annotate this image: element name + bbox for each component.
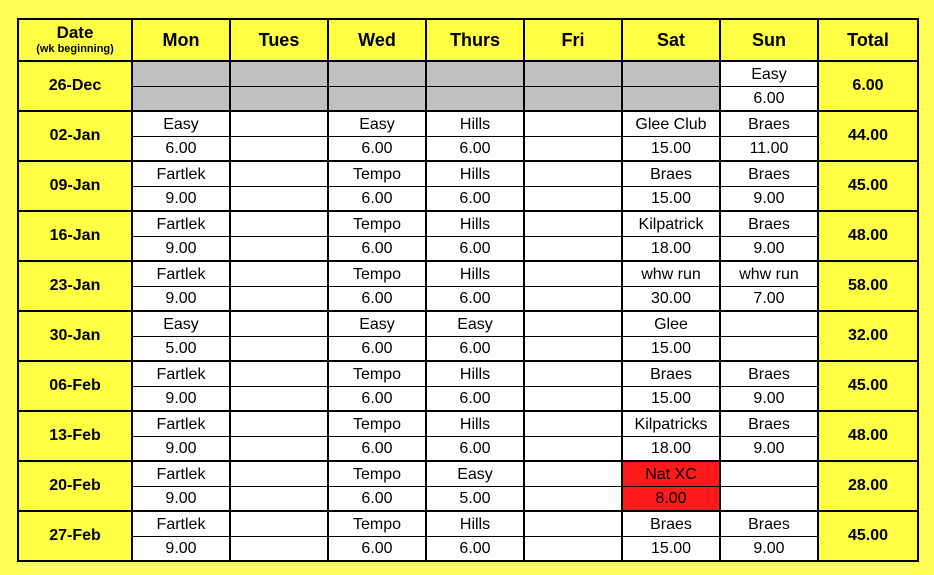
day-cell-wed[interactable] <box>328 461 426 511</box>
session-distance: 6.00 <box>459 339 491 357</box>
week-date: 23-Jan <box>18 261 132 311</box>
day-cell-sat[interactable] <box>622 461 720 511</box>
session-distance: 6.00 <box>361 289 393 307</box>
session-distance: 9.00 <box>165 539 197 557</box>
day-cell-sat[interactable] <box>622 261 720 311</box>
week-row <box>18 511 918 561</box>
day-cell-wed[interactable] <box>328 111 426 161</box>
session-type <box>231 463 327 487</box>
day-cell-thurs[interactable] <box>426 161 524 211</box>
header-mon: Mon <box>132 19 230 61</box>
day-cell-sat[interactable] <box>622 161 720 211</box>
week-row <box>18 311 918 361</box>
session-distance <box>525 187 621 210</box>
day-cell-fri[interactable] <box>524 411 622 461</box>
session-distance: 11.00 <box>749 139 789 157</box>
day-cell-sun[interactable] <box>720 361 818 411</box>
training-log-table <box>17 18 919 562</box>
session-distance: 18.00 <box>650 239 692 257</box>
session-distance <box>623 87 719 110</box>
session-distance: 6.00 <box>361 339 393 357</box>
session-type: Kilpatrick <box>623 213 719 237</box>
session-type: whw run <box>721 263 817 287</box>
day-cell-sun[interactable] <box>720 511 818 561</box>
session-distance: 9.00 <box>753 439 785 457</box>
day-cell-thurs[interactable] <box>426 211 524 261</box>
session-type <box>231 263 327 287</box>
week-row <box>18 61 918 111</box>
day-cell-sun[interactable] <box>720 161 818 211</box>
session-distance: 9.00 <box>165 189 197 207</box>
session-distance: 8.00 <box>655 489 687 507</box>
header-sat: Sat <box>622 19 720 61</box>
weeks-body <box>18 61 918 561</box>
session-type: Kilpatricks <box>623 413 719 437</box>
session-type: Hills <box>427 413 523 437</box>
day-cell-mon[interactable] <box>132 461 230 511</box>
session-type: Easy <box>721 63 817 87</box>
session-type <box>231 213 327 237</box>
header-fri: Fri <box>524 19 622 61</box>
session-distance <box>231 237 327 260</box>
day-cell-fri[interactable] <box>524 311 622 361</box>
session-distance <box>231 487 327 510</box>
session-type <box>427 63 523 87</box>
session-type: Glee Club <box>623 113 719 137</box>
session-distance <box>231 337 327 360</box>
week-date: 13-Feb <box>18 411 132 461</box>
session-distance: 9.00 <box>753 189 785 207</box>
day-cell-tues[interactable] <box>230 61 328 111</box>
header-row <box>18 19 918 61</box>
day-cell-thurs[interactable] <box>426 511 524 561</box>
day-cell-thurs[interactable] <box>426 311 524 361</box>
session-type: Easy <box>427 463 523 487</box>
day-cell-tues[interactable] <box>230 411 328 461</box>
session-distance: 6.00 <box>361 539 393 557</box>
session-distance <box>133 87 229 110</box>
session-type: Hills <box>427 163 523 187</box>
day-cell-mon[interactable] <box>132 361 230 411</box>
day-cell-thurs[interactable] <box>426 411 524 461</box>
day-cell-thurs[interactable] <box>426 261 524 311</box>
day-cell-tues[interactable] <box>230 211 328 261</box>
session-type <box>525 113 621 137</box>
session-distance: 9.00 <box>165 389 197 407</box>
session-distance: 5.00 <box>459 489 491 507</box>
session-distance <box>231 437 327 460</box>
session-distance: 15.00 <box>650 189 692 207</box>
session-type <box>231 413 327 437</box>
session-type: Braes <box>721 413 817 437</box>
day-cell-sun[interactable] <box>720 111 818 161</box>
session-distance: 6.00 <box>361 189 393 207</box>
day-cell-sun[interactable] <box>720 211 818 261</box>
day-cell-tues[interactable] <box>230 311 328 361</box>
day-cell-sat[interactable] <box>622 311 720 361</box>
day-cell-sat[interactable] <box>622 511 720 561</box>
day-cell-fri[interactable] <box>524 111 622 161</box>
day-cell-mon[interactable] <box>132 411 230 461</box>
day-cell-mon[interactable] <box>132 211 230 261</box>
session-type: Braes <box>721 363 817 387</box>
week-date: 09-Jan <box>18 161 132 211</box>
day-cell-thurs[interactable] <box>426 361 524 411</box>
session-distance <box>231 287 327 310</box>
week-row <box>18 161 918 211</box>
session-distance: 15.00 <box>650 539 692 557</box>
week-date: 20-Feb <box>18 461 132 511</box>
session-type: Fartlek <box>133 163 229 187</box>
session-distance <box>427 87 523 110</box>
session-type: Tempo <box>329 413 425 437</box>
week-row <box>18 261 918 311</box>
session-distance: 9.00 <box>165 489 197 507</box>
week-date: 02-Jan <box>18 111 132 161</box>
session-type: Tempo <box>329 263 425 287</box>
session-distance: 6.00 <box>361 389 393 407</box>
day-cell-mon[interactable] <box>132 61 230 111</box>
day-cell-fri[interactable] <box>524 361 622 411</box>
header-date-sublabel: (wk beginning) <box>36 43 114 55</box>
session-distance <box>525 337 621 360</box>
session-distance <box>231 137 327 160</box>
session-type: Braes <box>721 513 817 537</box>
session-type: Fartlek <box>133 413 229 437</box>
week-total: 48.00 <box>818 211 918 261</box>
week-total: 45.00 <box>818 511 918 561</box>
session-type: Hills <box>427 513 523 537</box>
session-type: Fartlek <box>133 463 229 487</box>
session-distance <box>525 237 621 260</box>
session-distance <box>525 137 621 160</box>
session-type: Tempo <box>329 213 425 237</box>
day-cell-tues[interactable] <box>230 361 328 411</box>
session-type: Glee <box>623 313 719 337</box>
header-total: Total <box>818 19 918 61</box>
session-distance: 9.00 <box>165 289 197 307</box>
day-cell-wed[interactable] <box>328 361 426 411</box>
day-cell-sun[interactable] <box>720 411 818 461</box>
header-date <box>18 19 132 61</box>
day-cell-sun[interactable] <box>720 61 818 111</box>
session-type <box>525 163 621 187</box>
week-total: 6.00 <box>818 61 918 111</box>
session-type <box>525 263 621 287</box>
day-cell-tues[interactable] <box>230 511 328 561</box>
day-cell-mon[interactable] <box>132 111 230 161</box>
session-distance: 6.00 <box>459 189 491 207</box>
week-date: 06-Feb <box>18 361 132 411</box>
session-type: Easy <box>329 313 425 337</box>
day-cell-sun[interactable] <box>720 261 818 311</box>
header-tues: Tues <box>230 19 328 61</box>
week-date: 30-Jan <box>18 311 132 361</box>
session-type: Tempo <box>329 163 425 187</box>
session-distance: 18.00 <box>650 439 692 457</box>
session-distance: 6.00 <box>165 139 197 157</box>
session-distance: 6.00 <box>459 439 491 457</box>
week-row <box>18 111 918 161</box>
week-total: 32.00 <box>818 311 918 361</box>
week-row <box>18 361 918 411</box>
day-cell-mon[interactable] <box>132 261 230 311</box>
session-type: Nat XC <box>623 463 719 487</box>
header-wed: Wed <box>328 19 426 61</box>
session-type: Braes <box>623 363 719 387</box>
week-total: 48.00 <box>818 411 918 461</box>
session-distance: 6.00 <box>459 239 491 257</box>
week-total: 28.00 <box>818 461 918 511</box>
session-type: Braes <box>623 513 719 537</box>
day-cell-sat[interactable] <box>622 411 720 461</box>
session-type: Tempo <box>329 513 425 537</box>
session-type: Hills <box>427 263 523 287</box>
session-type <box>329 63 425 87</box>
day-cell-sat[interactable] <box>622 211 720 261</box>
session-type: Braes <box>721 213 817 237</box>
day-cell-tues[interactable] <box>230 261 328 311</box>
session-type <box>133 63 229 87</box>
session-distance: 9.00 <box>753 539 785 557</box>
session-distance: 6.00 <box>361 239 393 257</box>
day-cell-thurs[interactable] <box>426 461 524 511</box>
day-cell-mon[interactable] <box>132 161 230 211</box>
session-type: Hills <box>427 363 523 387</box>
session-type: Easy <box>427 313 523 337</box>
week-date: 26-Dec <box>18 61 132 111</box>
day-cell-wed[interactable] <box>328 61 426 111</box>
session-type <box>721 463 817 487</box>
week-total: 45.00 <box>818 361 918 411</box>
day-cell-sat[interactable] <box>622 61 720 111</box>
session-type <box>623 63 719 87</box>
session-distance <box>231 187 327 210</box>
day-cell-fri[interactable] <box>524 211 622 261</box>
session-distance <box>525 487 621 510</box>
day-cell-fri[interactable] <box>524 261 622 311</box>
session-distance: 5.00 <box>165 339 197 357</box>
session-distance <box>525 537 621 560</box>
session-distance <box>231 537 327 560</box>
session-type: Hills <box>427 213 523 237</box>
session-type <box>231 363 327 387</box>
day-cell-thurs[interactable] <box>426 111 524 161</box>
session-distance <box>329 87 425 110</box>
session-type: Braes <box>623 163 719 187</box>
session-distance: 6.00 <box>361 439 393 457</box>
session-type <box>525 213 621 237</box>
session-distance: 9.00 <box>753 389 785 407</box>
day-cell-tues[interactable] <box>230 461 328 511</box>
week-row <box>18 461 918 511</box>
header-date-label: Date <box>56 23 94 42</box>
session-type <box>231 113 327 137</box>
session-distance: 6.00 <box>753 89 785 107</box>
week-total: 45.00 <box>818 161 918 211</box>
session-type: Easy <box>133 313 229 337</box>
day-cell-mon[interactable] <box>132 311 230 361</box>
day-cell-wed[interactable] <box>328 211 426 261</box>
week-date: 16-Jan <box>18 211 132 261</box>
session-distance: 6.00 <box>459 539 491 557</box>
day-cell-sun[interactable] <box>720 461 818 511</box>
session-distance: 7.00 <box>753 289 785 307</box>
session-type <box>525 513 621 537</box>
session-type: Easy <box>133 113 229 137</box>
session-distance <box>721 487 817 510</box>
session-type <box>231 63 327 87</box>
week-row <box>18 211 918 261</box>
session-distance <box>231 387 327 410</box>
session-type: Hills <box>427 113 523 137</box>
week-row <box>18 411 918 461</box>
day-cell-fri[interactable] <box>524 511 622 561</box>
session-type: whw run <box>623 263 719 287</box>
day-cell-wed[interactable] <box>328 161 426 211</box>
session-distance <box>525 287 621 310</box>
session-type: Tempo <box>329 363 425 387</box>
session-distance: 6.00 <box>459 289 491 307</box>
session-type <box>231 513 327 537</box>
session-distance: 15.00 <box>650 339 692 357</box>
session-type <box>525 463 621 487</box>
day-cell-thurs[interactable] <box>426 61 524 111</box>
session-distance: 6.00 <box>361 489 393 507</box>
day-cell-wed[interactable] <box>328 511 426 561</box>
session-type <box>525 63 621 87</box>
session-distance: 30.00 <box>650 289 692 307</box>
session-distance: 15.00 <box>650 389 692 407</box>
session-type: Fartlek <box>133 213 229 237</box>
week-date: 27-Feb <box>18 511 132 561</box>
session-distance <box>525 437 621 460</box>
day-cell-mon[interactable] <box>132 511 230 561</box>
day-cell-wed[interactable] <box>328 411 426 461</box>
session-type <box>525 363 621 387</box>
session-type <box>525 413 621 437</box>
session-type <box>525 313 621 337</box>
session-type <box>231 313 327 337</box>
day-cell-fri[interactable] <box>524 461 622 511</box>
day-cell-tues[interactable] <box>230 111 328 161</box>
day-cell-wed[interactable] <box>328 261 426 311</box>
session-distance: 9.00 <box>165 439 197 457</box>
day-cell-wed[interactable] <box>328 311 426 361</box>
session-type: Easy <box>329 113 425 137</box>
session-distance <box>525 387 621 410</box>
session-type: Tempo <box>329 463 425 487</box>
day-cell-fri[interactable] <box>524 61 622 111</box>
session-distance: 6.00 <box>459 389 491 407</box>
day-cell-tues[interactable] <box>230 161 328 211</box>
session-distance: 6.00 <box>361 139 393 157</box>
session-type: Fartlek <box>133 363 229 387</box>
session-type: Braes <box>721 113 817 137</box>
day-cell-fri[interactable] <box>524 161 622 211</box>
session-type <box>721 313 817 337</box>
session-distance <box>231 87 327 110</box>
session-distance <box>721 337 817 360</box>
week-total: 58.00 <box>818 261 918 311</box>
day-cell-sun[interactable] <box>720 311 818 361</box>
session-type: Fartlek <box>133 263 229 287</box>
session-distance: 15.00 <box>650 139 692 157</box>
header-sun: Sun <box>720 19 818 61</box>
session-type: Braes <box>721 163 817 187</box>
session-distance: 6.00 <box>459 139 491 157</box>
day-cell-sat[interactable] <box>622 111 720 161</box>
session-type <box>231 163 327 187</box>
day-cell-sat[interactable] <box>622 361 720 411</box>
session-distance: 9.00 <box>753 239 785 257</box>
header-thurs: Thurs <box>426 19 524 61</box>
session-distance: 9.00 <box>165 239 197 257</box>
week-total: 44.00 <box>818 111 918 161</box>
session-distance <box>525 87 621 110</box>
session-type: Fartlek <box>133 513 229 537</box>
